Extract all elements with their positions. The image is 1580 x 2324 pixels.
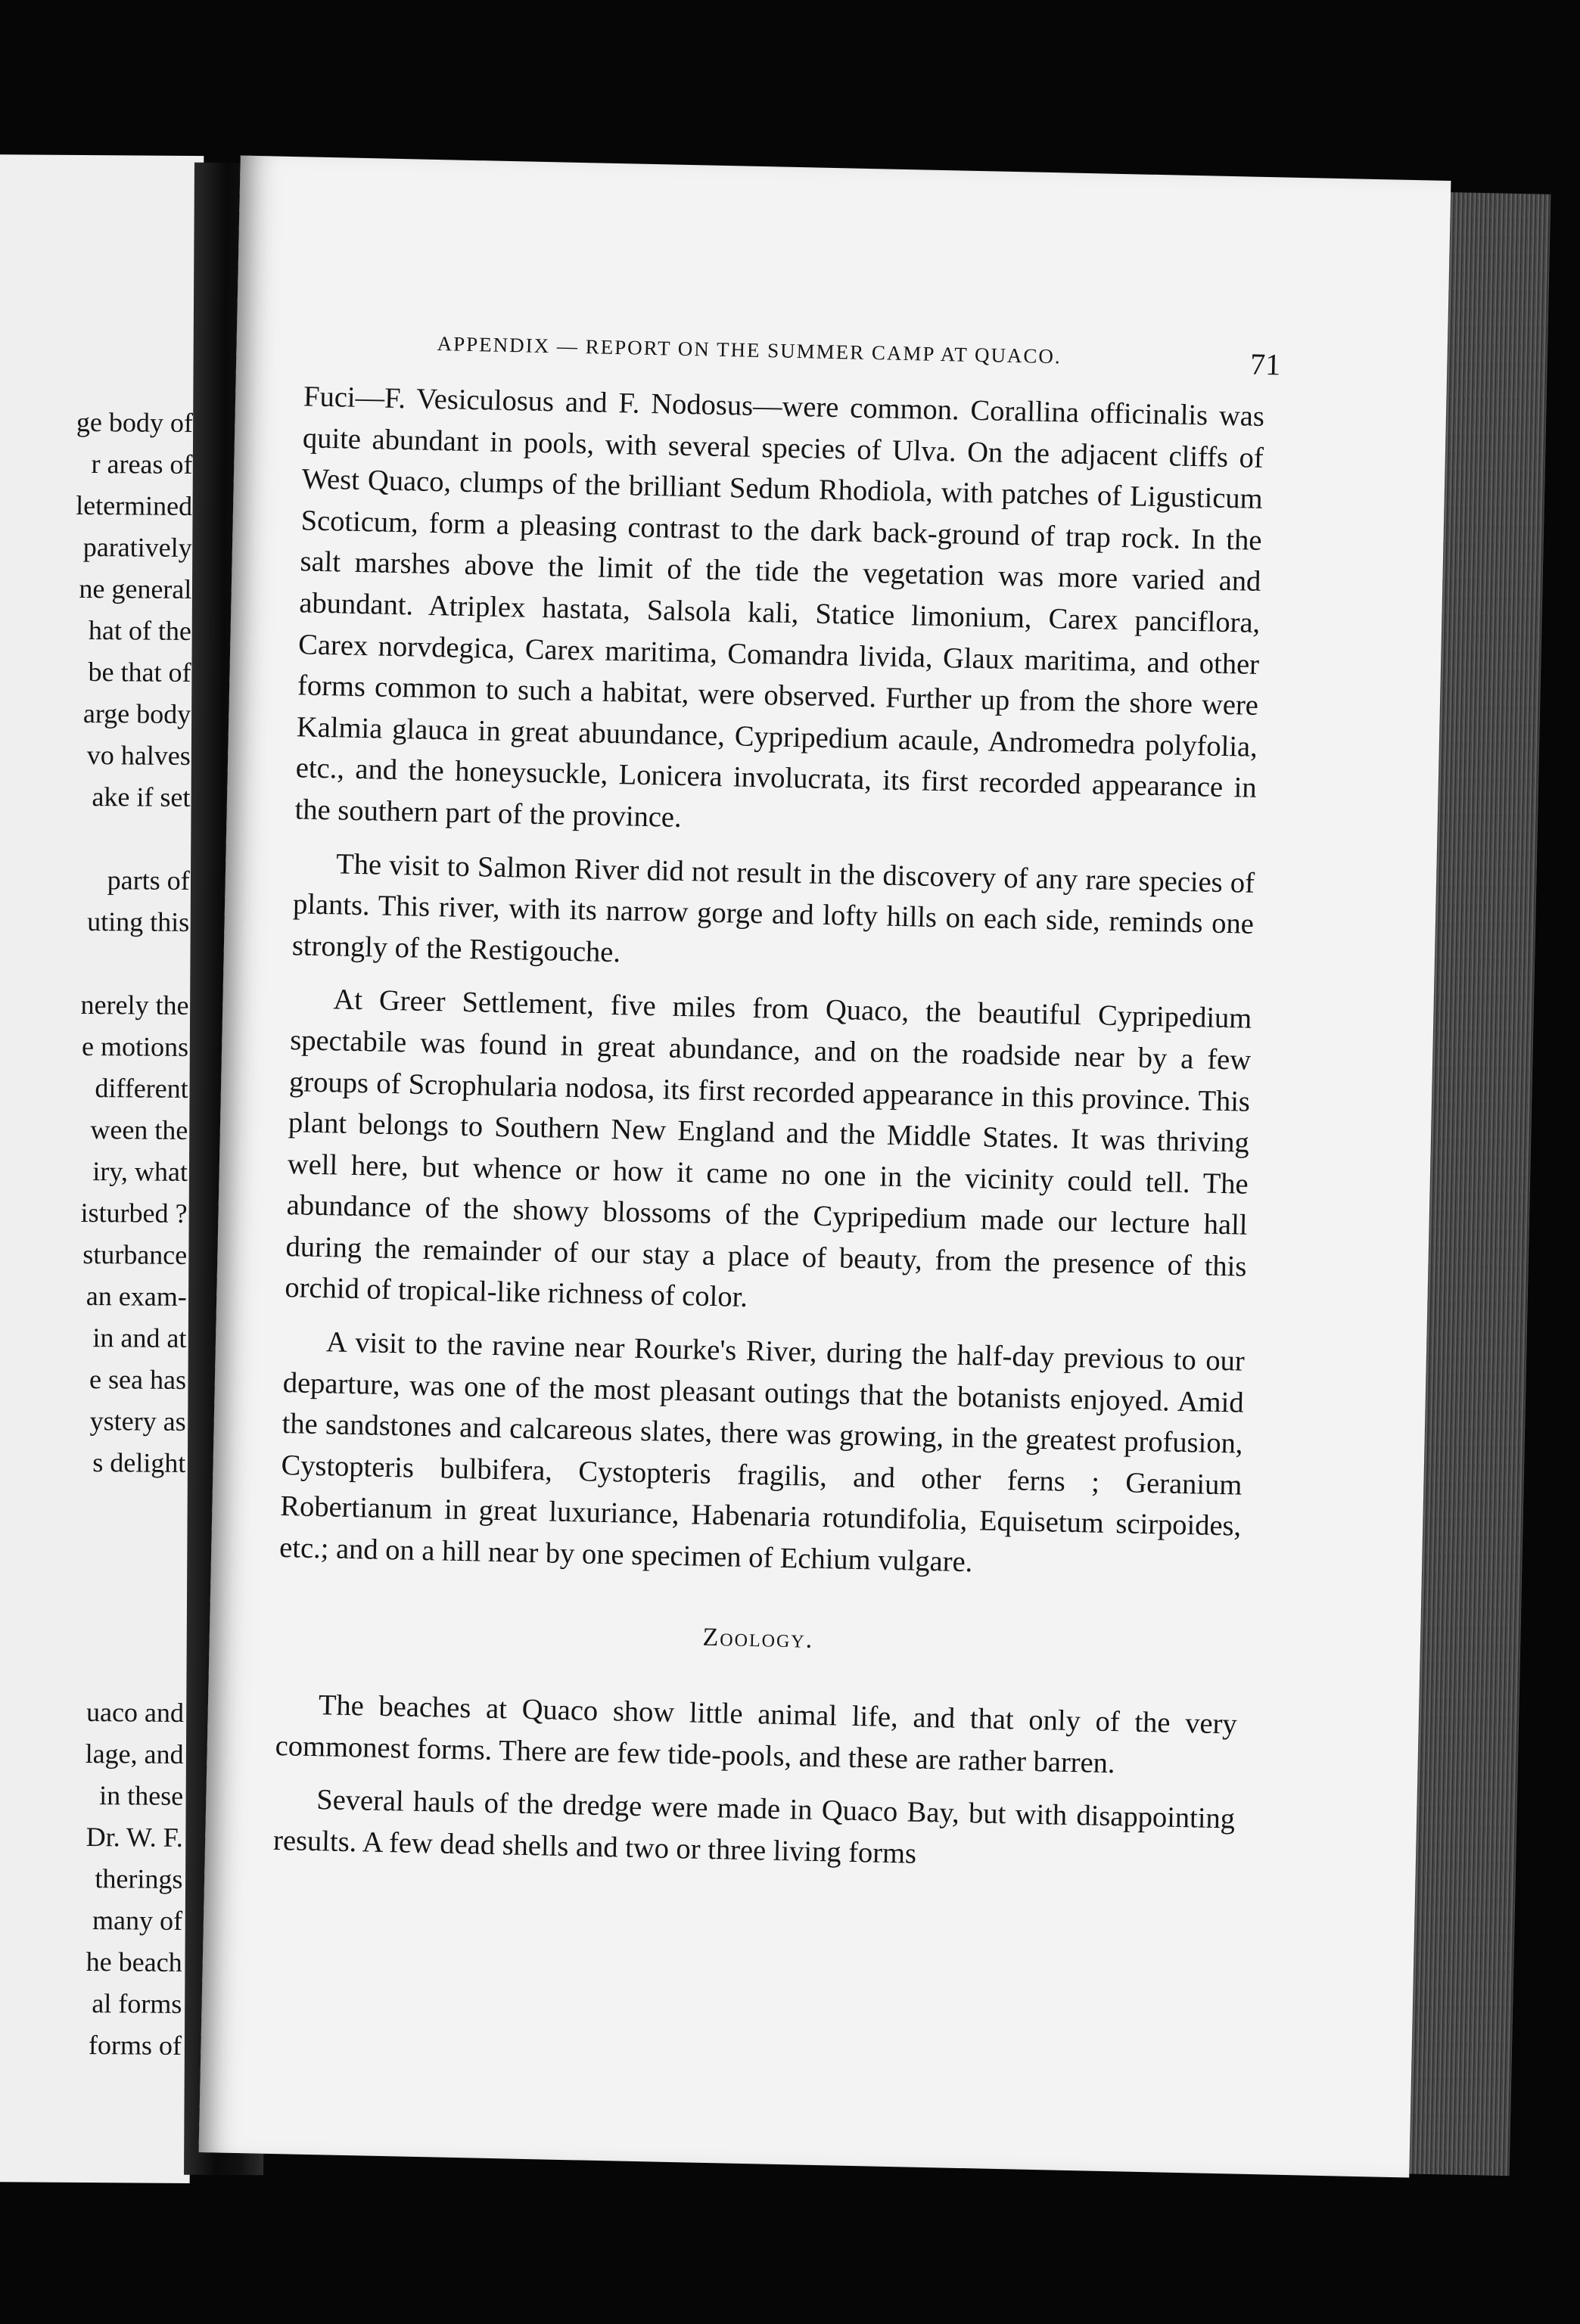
page-number: 71	[1249, 346, 1281, 382]
left-page-line: ne general	[79, 573, 192, 604]
left-page-line: vo halves	[86, 740, 191, 771]
left-page-line: r areas of	[91, 449, 193, 480]
left-page-line: isturbed ?	[80, 1197, 188, 1229]
left-page-line: al forms	[92, 1988, 182, 2019]
paragraph: Several hauls of the dredge were made in Quaco Bay, but with disappointing results. A few dead shells and two or three living forms	[272, 1784, 1236, 1870]
left-page-line: sturbance	[82, 1238, 188, 1270]
left-page-line: letermined	[76, 489, 193, 521]
left-page-line: ake if set	[92, 781, 191, 812]
left-page-fragment	[0, 154, 204, 2183]
paragraph: At Greer Settlement, five miles from Quaco, the beautiful Cypripedium spectabile was found in great abundance, and on the roadside near by a few groups of Scrophularia nodosa, its first recorded appearance in this province. This plant belongs to Southern New England and the Middle States. It was thriving well here, but whence or how it came no one in the vicinity could tell. The abundance of the showy blossoms of the Cypripedium made our lecture hall during the remainder of our stay a place of beauty, from the presence of this orchid of tropical-like richness of color.	[285, 983, 1252, 1314]
left-page-line: he beach	[86, 1947, 182, 1978]
left-page-line: therings	[95, 1863, 183, 1894]
left-page-line: parts of	[107, 865, 190, 896]
left-page-line: e sea has	[89, 1364, 187, 1395]
left-page-line: in and at	[92, 1322, 187, 1353]
left-page-line: ge body of	[76, 406, 194, 438]
main-page	[199, 156, 1451, 2178]
running-head: APPENDIX — REPORT ON THE SUMMER CAMP AT QUACO.	[437, 332, 1062, 368]
left-page-line: in these	[99, 1780, 184, 1811]
paragraph: The beaches at Quaco show little animal life, and that only of the very commonest forms. There are few tide-pools, and these are rather barren.	[275, 1689, 1238, 1780]
left-page-line: many of	[92, 1905, 183, 1936]
left-page-line: different	[95, 1073, 188, 1104]
left-page-line: arge body	[82, 698, 191, 729]
left-page-line: be that of	[88, 657, 191, 688]
paragraph: The visit to Salmon River did not result in the discovery of any rare species of plants. This river, with its narrow gorge and lofty hills on each side, reminds one strongly of the Restigouche.	[291, 847, 1255, 968]
left-page-line: uting this	[87, 906, 190, 937]
left-page-line: ween the	[90, 1114, 188, 1145]
left-page-line: uaco and	[86, 1697, 185, 1728]
left-page-line: nerely the	[80, 989, 189, 1021]
left-page-line: forms of	[88, 2030, 182, 2061]
left-page-line: Dr. W. F.	[86, 1822, 183, 1853]
left-page-line: lage, and	[85, 1738, 184, 1769]
left-page-line: iry, what	[92, 1156, 188, 1187]
left-page-line: hat of the	[88, 615, 192, 646]
page-body	[273, 376, 1265, 1881]
left-page-line: e motions	[81, 1030, 189, 1062]
left-page-line: ystery as	[89, 1406, 186, 1437]
section-heading: Zoology.	[702, 1623, 814, 1654]
paragraph: A visit to the ravine near Rourke's River, during the half-day previous to our departure, was one of the most pleasant outings that the botanists enjoyed. Amid the sandstones and calcareous slates, there was growing, in the greatest profusion, Cystopteris bulbifera, Cystopteris fragilis, and other ferns ; Geranium Robertianum in great luxuriance, Habenaria rotundifolia, Equisetum scirpoides, etc.; and on a hill near by one specimen of Echium vulgare.	[278, 1326, 1246, 1579]
left-page-line: paratively	[82, 531, 192, 563]
left-page-line: s delight	[92, 1447, 186, 1478]
paragraph: Fuci—F. Vesiculosus and F. Nodosus—were common. Corallina officinalis was quite abundant in pools, with several species of Ulva. On the adjacent cliffs of West Quaco, clumps of the brilliant Sedum Rhodiola, with patches of Ligusticum Scoticum, form a pleasing contrast to the dark back-ground of trap rock. In the salt marshes above the limit of the tide the vegetation was more varied and abundant. Atriplex hastata, Salsola kali, Statice limonium, Carex panciflora, Carex norvdegica, Carex maritima, Comandra livida, Glaux maritima, and other forms common to such a habitat, were observed. Further up from the shore were Kalmia glauca in great abuundance, Cypripedium acaule, Andromedra polyfolia, etc., and the honeysuckle, Lonicera involucrata, its first recorded appearance in the southern part of the province.	[294, 381, 1265, 834]
left-page-line: an exam-	[86, 1281, 187, 1312]
